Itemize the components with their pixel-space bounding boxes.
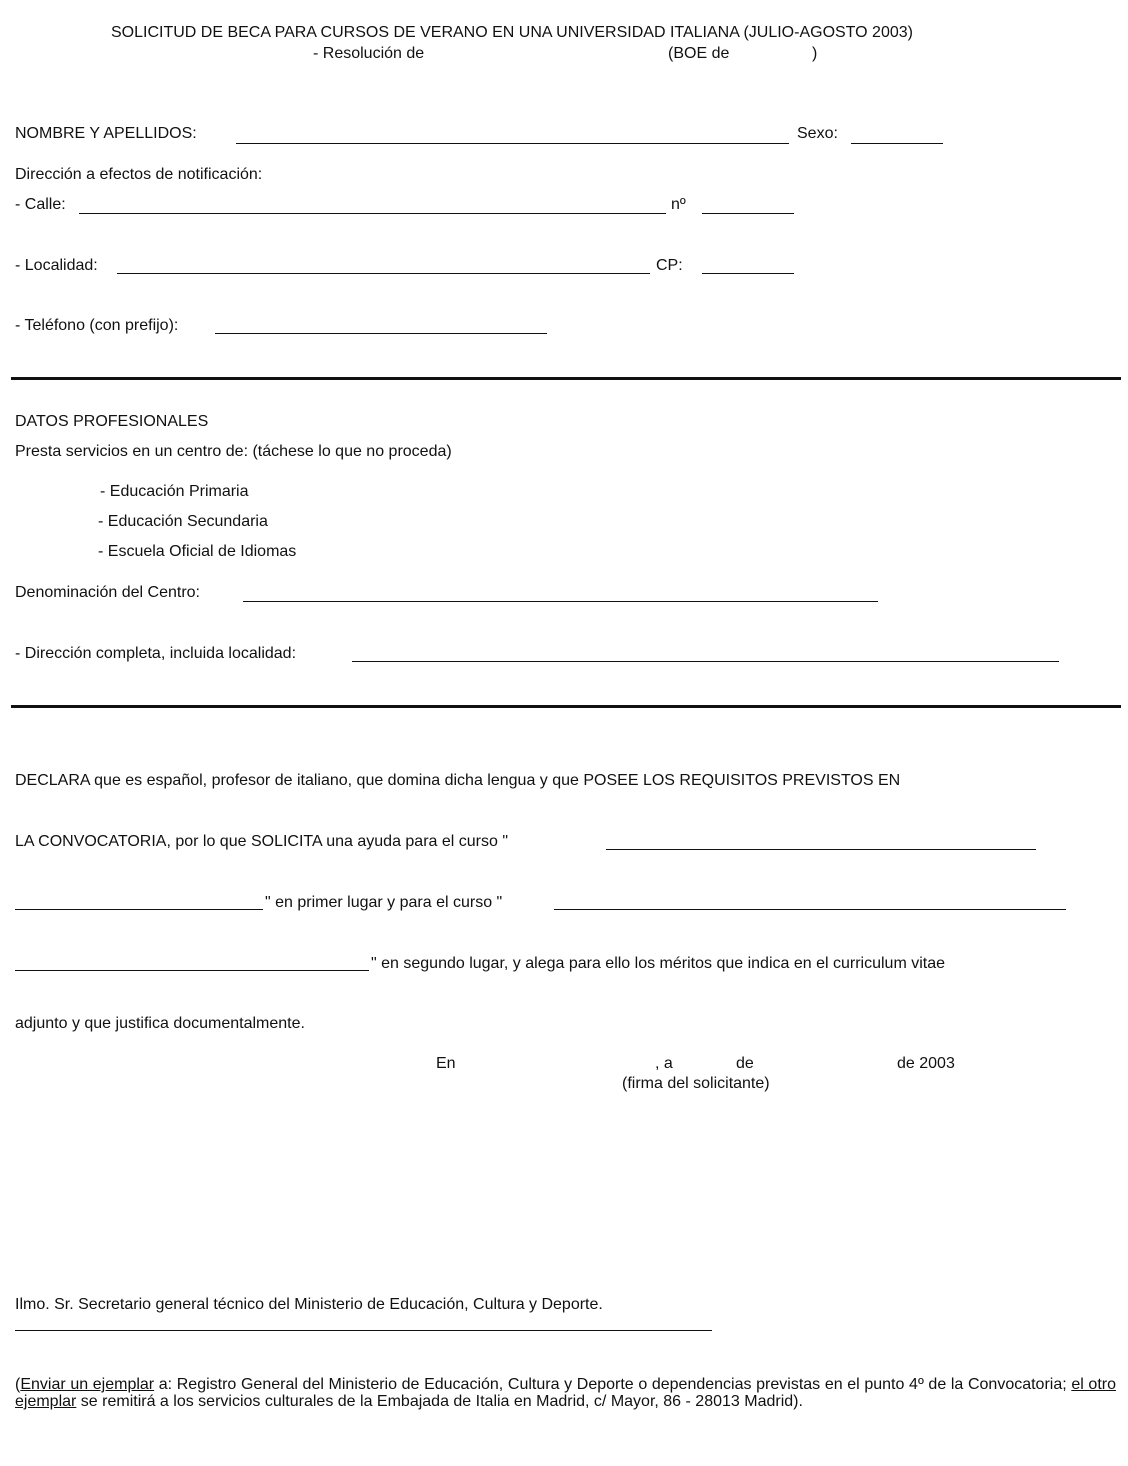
destinatario-underline [15, 1330, 712, 1331]
denominacion-field[interactable] [243, 601, 878, 602]
curso-2-field-cont[interactable] [15, 970, 369, 971]
declara-line-1: DECLARA que es español, profesor de italiano, que domina dicha lengua y que POSEE LOS REQUISITOS PREVISTOS EN [15, 772, 901, 789]
nombre-label: NOMBRE Y APELLIDOS: [15, 125, 197, 142]
telefono-label: - Teléfono (con prefijo): [15, 317, 179, 334]
otro-ejemplar-text: el otro ejemplar [15, 1376, 1116, 1410]
boe-label: (BOE de [668, 45, 730, 62]
cp-field[interactable] [702, 273, 794, 274]
footer-open: ( [15, 1376, 21, 1393]
direccion-centro-field[interactable] [352, 661, 1059, 662]
footer-part-2: se remitirá a los servicios culturales de la Embajada de Italia en Madrid, c/ Mayor, 86 - 28013 Madrid). [76, 1393, 803, 1410]
sexo-field[interactable] [851, 143, 943, 144]
footer-part-1: a: Registro General del Ministerio de Educación, Cultura y Deporte o dependencias previstas en el punto 4º de la Convocatoria; [154, 1376, 1072, 1393]
form-title: SOLICITUD DE BECA PARA CURSOS DE VERANO EN UNA UNIVERSIDAD ITALIANA (JULIO-AGOSTO 2003) [111, 24, 913, 41]
en-label: En [436, 1055, 456, 1072]
nombre-field[interactable] [236, 143, 789, 144]
declara-line-2: LA CONVOCATORIA, por lo que SOLICITA una ayuda para el curso " [15, 833, 509, 850]
cp-label: CP: [656, 257, 683, 274]
option-secundaria[interactable]: - Educación Secundaria [98, 513, 268, 530]
firma-label: (firma del solicitante) [622, 1075, 770, 1092]
direccion-heading: Dirección a efectos de notificación: [15, 166, 263, 183]
denominacion-label: Denominación del Centro: [15, 584, 200, 601]
section-divider [11, 705, 1121, 708]
direccion-centro-label: - Dirección completa, incluida localidad: [15, 645, 297, 662]
declara-line-5: adjunto y que justifica documentalmente. [15, 1015, 305, 1032]
enviar-ejemplar-text: Enviar un ejemplar [20, 1376, 155, 1393]
a-label: , a [655, 1055, 673, 1072]
de-year-label: de 2003 [897, 1055, 955, 1072]
destinatario: Ilmo. Sr. Secretario general técnico del Ministerio de Educación, Cultura y Deporte. [15, 1296, 603, 1313]
curso-1-field-cont[interactable] [15, 909, 263, 910]
option-idiomas[interactable]: - Escuela Oficial de Idiomas [98, 543, 297, 560]
localidad-field[interactable] [117, 273, 650, 274]
sexo-label: Sexo: [797, 125, 838, 142]
localidad-label: - Localidad: [15, 257, 98, 274]
datos-profesionales-heading: DATOS PROFESIONALES [15, 413, 209, 430]
numero-label: nº [671, 196, 686, 213]
footer-note [15, 1376, 1116, 1410]
presta-servicios-label: Presta servicios en un centro de: (táchese lo que no proceda) [15, 443, 452, 460]
boe-close: ) [812, 45, 818, 62]
curso-2-field[interactable] [554, 909, 1066, 910]
declara-line-4: " en segundo lugar, y alega para ello los méritos que indica en el curriculum vitae [371, 955, 946, 972]
calle-field[interactable] [79, 213, 666, 214]
de-label: de [736, 1055, 754, 1072]
resolucion-label: - Resolución de [313, 45, 425, 62]
telefono-field[interactable] [215, 333, 547, 334]
option-primaria[interactable]: - Educación Primaria [100, 483, 249, 500]
calle-label: - Calle: [15, 196, 66, 213]
declara-line-3: " en primer lugar y para el curso " [265, 894, 503, 911]
numero-field[interactable] [702, 213, 794, 214]
curso-1-field[interactable] [606, 849, 1036, 850]
section-divider [11, 377, 1121, 380]
